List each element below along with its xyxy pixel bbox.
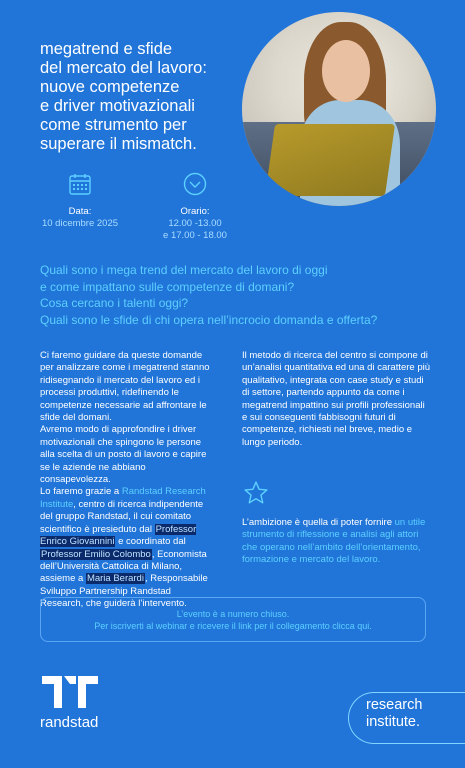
right-paragraph-2: L’ambizione è quella di poter fornire un utile strumento di riflessione e analisi agli attori che operano nell’ambito dell’orientamento, formazione e mercato del lavoro. (242, 517, 426, 566)
page-title (40, 40, 250, 154)
star-icon (243, 480, 267, 504)
clock-chevron-icon (183, 172, 207, 196)
right-paragraph-1: Il metodo di ricerca del centro si compone di un’analisi quantitativa ed una di carattere più qualitativo, integrata con case study e studi di settore, partendo appunto da come i megatrend impattino sui profili professionali e sui conseguenti fabbisogni futuri di competenze, richiesti nel breve, medio e lungo periodo. (242, 350, 431, 448)
right-column (242, 350, 432, 449)
name-colombo: Professor Emilio Colombo (41, 548, 151, 560)
left-paragraph-2: Avremo modo di approfondire i driver motivazionali che spingono le persone alla scelta di un posto di lavoro e capire se le aziende ne abbiano consapevolezza. (40, 424, 207, 486)
left-paragraph-1: Ci faremo guidare da queste domande per analizzare come i megatrend stanno ridisegnando il mercato del lavoro ed i processi produttivi, ridefinendo le competenze necessarie ad affrontare le sfide del domani. (40, 350, 210, 424)
title-line: e driver motivazionali (40, 97, 195, 115)
questions-block (40, 262, 430, 328)
notice-line-1: L’evento è a numero chiuso. (176, 608, 290, 619)
brand-name: randstad (40, 714, 99, 731)
time-info (150, 206, 240, 242)
title-line: come strumento per (40, 116, 187, 134)
title-line: megatrend e sfide (40, 40, 173, 58)
time-label: Orario: (180, 206, 210, 217)
research-institute-link[interactable]: Randstad Research Institute (40, 486, 206, 510)
randstad-logo-icon (40, 672, 100, 717)
left-paragraph-3: Lo faremo grazie a Randstad Research Institute, centro di ricerca indipendente del gruppo Randstad, il cui comitato scientifico è presieduto dal Professor Enrico Giovannini e coordinato dal Professor Emilio Colombo, Economista dell’Università Cattolica di Milano, assieme a Maria Berardi, Responsabile Sviluppo Partnership Randstad Research, che guiderà l’intervento. (40, 486, 208, 610)
notice-line-2[interactable]: Per iscriverti al webinar e ricevere il link per il collegamento clicca qui. (94, 620, 372, 631)
registration-notice[interactable] (40, 597, 426, 642)
research-institute-label: research institute. (366, 697, 423, 730)
name-berardi: Maria Berardi (86, 573, 144, 585)
title-line: del mercato del lavoro: (40, 59, 207, 77)
question-line: Quali sono i mega trend del mercato del lavoro di oggi (40, 263, 328, 277)
title-line: nuove competenze (40, 78, 180, 96)
time-value-2: e 17.00 - 18.00 (163, 230, 227, 241)
question-line: e come impattano sulle competenze di domani? (40, 279, 295, 294)
date-info (40, 206, 120, 230)
calendar-icon (68, 172, 92, 196)
date-value: 10 dicembre 2025 (41, 218, 119, 229)
left-column (40, 350, 216, 611)
title-line: superare il mismatch. (40, 135, 197, 153)
date-label: Data: (68, 206, 92, 217)
hero-photo (242, 12, 436, 206)
question-line: Cosa cercano i talenti oggi? (40, 296, 189, 310)
time-value-1: 12.00 -13.00 (168, 218, 222, 229)
name-giovannini: Professor Enrico Giovannini (40, 523, 197, 548)
question-line: Quali sono le sfide di chi opera nell’incrocio domanda e offerta? (40, 312, 378, 327)
